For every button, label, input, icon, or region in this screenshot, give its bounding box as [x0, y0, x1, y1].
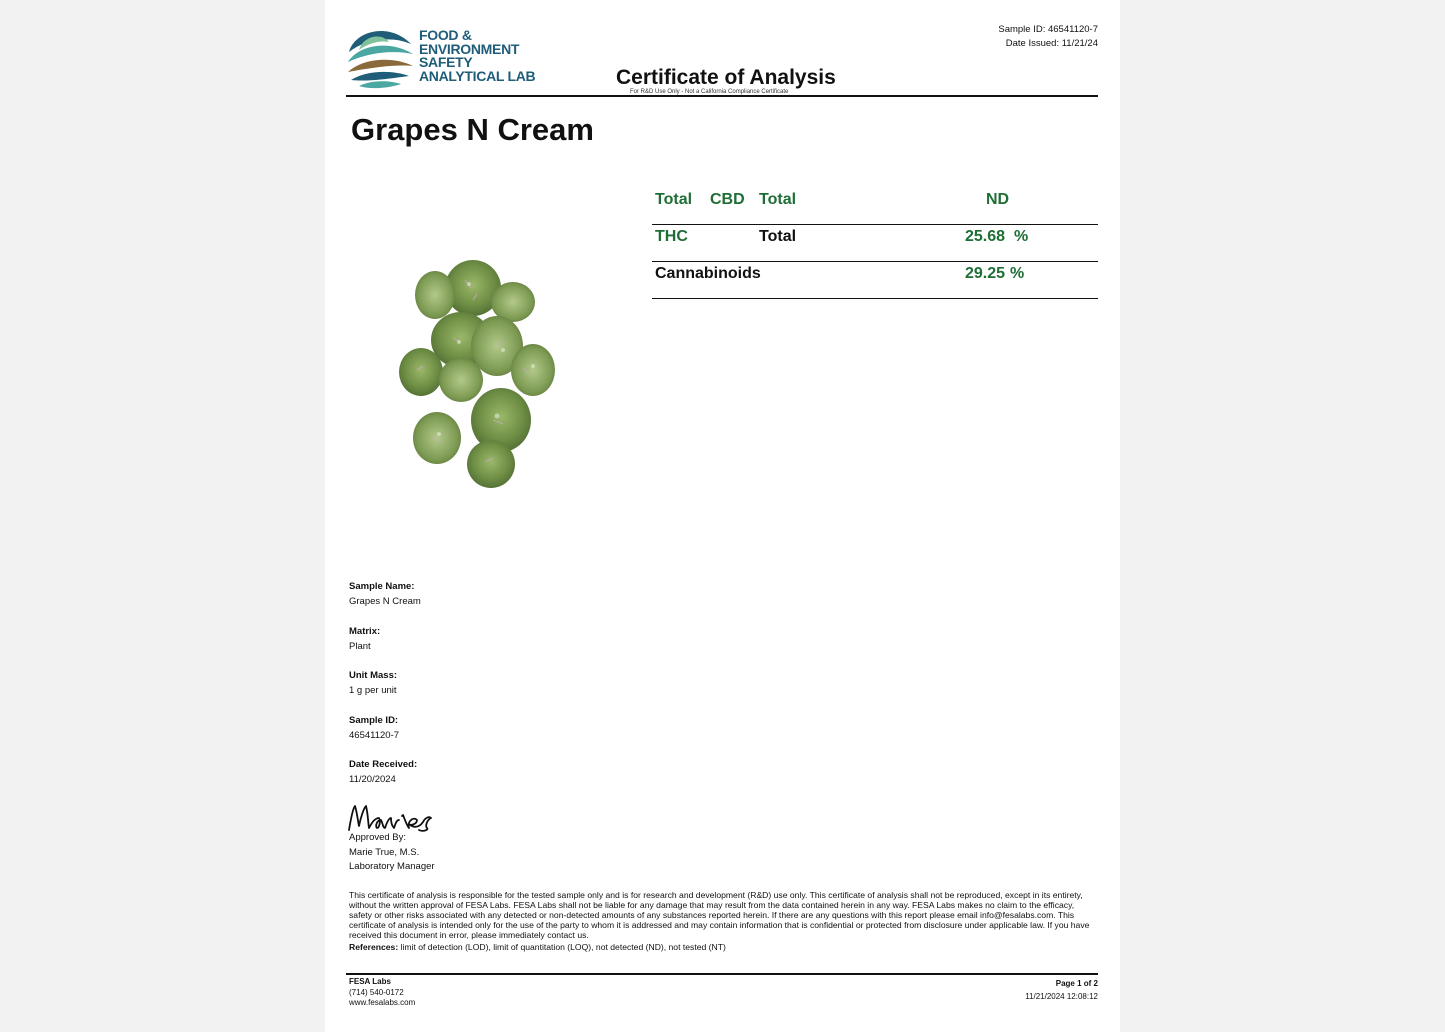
sample-name-label: Sample Name: [349, 581, 415, 592]
certificate-subtitle: For R&D Use Only - Not a California Compliance Certificate [630, 89, 789, 95]
potency-row-thc [652, 225, 1098, 262]
date-received-value: 11/20/2024 [349, 774, 396, 785]
date-issued-header: Date Issued: 11/21/24 [1005, 38, 1098, 49]
footer-divider [346, 973, 1098, 975]
potency-row-cbd [652, 188, 1098, 225]
disclaimer-text: This certificate of analysis is responsible for the tested sample only and is for research and development (R&D) use only. This certificate of analysis shall not be reproduced, except in its entirety, without the written approval of FESA Labs. FESA Labs shall not be liable for any damage that may result from the data contained herein in any way. FESA Labs makes no claim to the efficacy, safety or other risks associated with any detected or non-detected amounts of any substances reported herein. If there are any questions with this report please email info@fesalabs.com. This certificate of analysis is intended only for the use of the party to whom it is addressed and may contain information that is confidential or protected from disclosure under applicable law. If you have received this document in error, please immediately contact us. [349, 890, 1090, 940]
sample-name-value: Grapes N Cream [349, 596, 421, 607]
approved-by-label: Approved By: [349, 832, 407, 843]
sample-id-value: 46541120-7 [349, 729, 400, 741]
signature-image [347, 800, 433, 834]
unit-mass-value: 1 g per unit [349, 685, 397, 696]
references-label: References: [349, 942, 399, 952]
potency-unit: % [1014, 228, 1029, 245]
potency-summary-table [652, 188, 1098, 299]
potency-row-cannabinoids [652, 262, 1098, 299]
potency-label: CBD [710, 191, 745, 208]
certificate-title: Certificate of Analysis [616, 66, 836, 89]
certificate-page [325, 0, 1120, 1032]
potency-value: 29.25 [965, 265, 1006, 282]
potency-label: Total [759, 228, 797, 245]
footer-page-info [1025, 977, 1098, 1003]
lab-logo-text [419, 29, 535, 83]
potency-value: ND [986, 191, 1010, 208]
approval-block [349, 831, 435, 875]
product-name: Grapes N Cream [351, 112, 594, 147]
header-meta [998, 23, 1098, 51]
logo-line: ANALYTICAL LAB [419, 67, 536, 84]
unit-mass-label: Unit Mass: [349, 670, 398, 681]
matrix-label: Matrix: [349, 625, 381, 637]
potency-label: Total [759, 191, 797, 208]
sample-id-header: Sample ID: 46541120-7 [998, 24, 1098, 35]
fesa-logo-icon [345, 22, 415, 92]
footer-contact [349, 977, 415, 1009]
sample-info [349, 579, 421, 802]
potency-unit: % [1010, 265, 1025, 282]
potency-label: Total [655, 191, 693, 208]
sample-id-label: Sample ID: [349, 714, 399, 726]
logo-line: FOOD & [419, 27, 472, 43]
header-divider [346, 95, 1098, 97]
approver-name: Marie True, M.S. [349, 846, 420, 858]
footer-phone: (714) 540-0172 [349, 987, 404, 997]
cannabis-flower-image [373, 250, 563, 495]
potency-label: Cannabinoids [655, 265, 761, 282]
approver-role: Laboratory Manager [349, 861, 435, 872]
footer-timestamp: 11/21/2024 12:08:12 [1025, 992, 1098, 1001]
references-text: limit of detection (LOD), limit of quantitation (LOQ), not detected (ND), not tested (NT) [398, 942, 726, 952]
potency-label: THC [655, 228, 688, 245]
references [349, 942, 726, 952]
date-received-label: Date Received: [349, 759, 418, 770]
logo-line: ENVIRONMENT [419, 40, 520, 57]
footer-company: FESA Labs [349, 977, 391, 986]
logo-line: SAFETY [419, 54, 473, 70]
footer-website: www.fesalabs.com [349, 998, 416, 1007]
potency-value: 25.68 [965, 228, 1006, 245]
matrix-value: Plant [349, 640, 371, 652]
page-number: Page 1 of 2 [1055, 979, 1098, 988]
